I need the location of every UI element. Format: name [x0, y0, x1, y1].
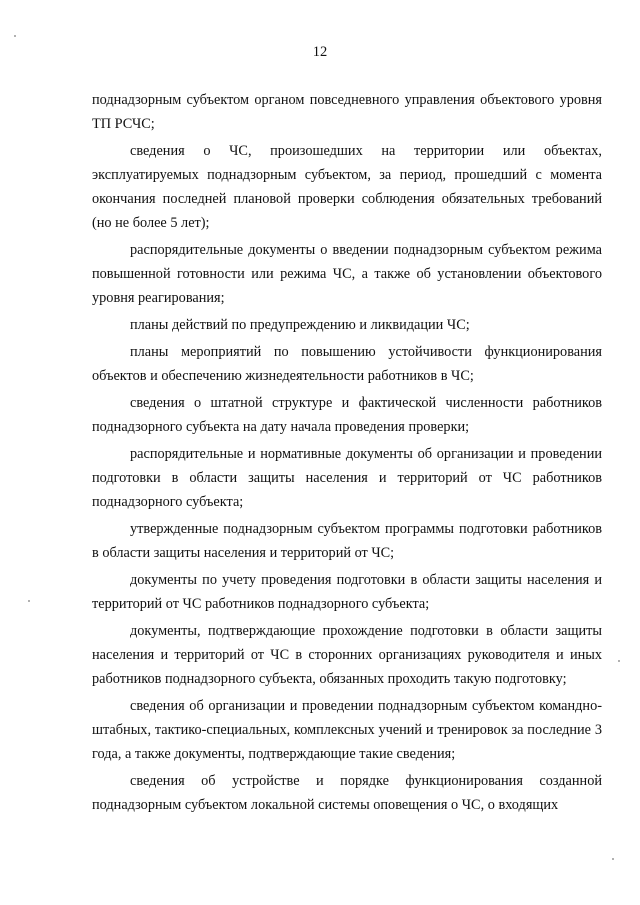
- paragraph-action-plans: планы действий по предупреждению и ликвидации ЧС;: [130, 317, 470, 333]
- scan-speck: [618, 660, 620, 662]
- paragraph-training-regulations: распорядительные и нормативные документы об организации и проведении подготовки в области защиты населения и территорий от ЧС работников поднадзорного субъекта;: [92, 446, 602, 510]
- paragraph-training-records: документы по учету проведения подготовки в области защиты населения и территорий от ЧС работников поднадзорного субъекта;: [92, 572, 602, 612]
- paragraph-staff-structure: сведения о штатной структуре и фактической численности работников поднадзорного субъекта на дату начала проведения проверки;: [92, 395, 602, 435]
- scan-speck: [612, 858, 614, 860]
- paragraph-training-confirmation: документы, подтверждающие прохождение подготовки в области защиты населения и территорий от ЧС в сторонних организациях руководителя и иных работников поднадзорного субъекта, обязанных проходить такую подготовку;: [92, 623, 602, 687]
- paragraph-administrative-documents: распорядительные документы о введении поднадзорным субъектом режима повышенной готовности или режима ЧС, а также об установлении объектового уровня реагирования;: [92, 242, 602, 306]
- paragraph-exercises: сведения об организации и проведении поднадзорным субъектом командно-штабных, тактико-специальных, комплексных учений и тренировок за последние 3 года, а также документы, подтверждающие такие сведения;: [92, 698, 602, 762]
- paragraph-stability-plans: планы мероприятий по повышению устойчивости функционирования объектов и обеспечению жизнедеятельности работников в ЧС;: [92, 344, 602, 384]
- page-number: 12: [312, 44, 328, 60]
- paragraph-training-programs: утвержденные поднадзорным субъектом программы подготовки работников в области защиты населения и территорий от ЧС;: [92, 521, 602, 561]
- scan-speck: [14, 35, 16, 37]
- paragraph-continuation: поднадзорным субъектом органом повседневного управления объектового уровня ТП РСЧС;: [92, 92, 602, 132]
- paragraph-emergencies-info: сведения о ЧС, произошедших на территории или объектах, эксплуатируемых поднадзорным субъектом, за период, прошедший с момента окончания последней плановой проверки соблюдения обязательных требований (но не более 5 лет);: [92, 143, 602, 231]
- document-body: [92, 88, 602, 820]
- scan-speck: [28, 600, 30, 602]
- paragraph-warning-system: сведения об устройстве и порядке функционирования созданной поднадзорным субъектом локальной системы оповещения о ЧС, о входящих: [92, 773, 602, 813]
